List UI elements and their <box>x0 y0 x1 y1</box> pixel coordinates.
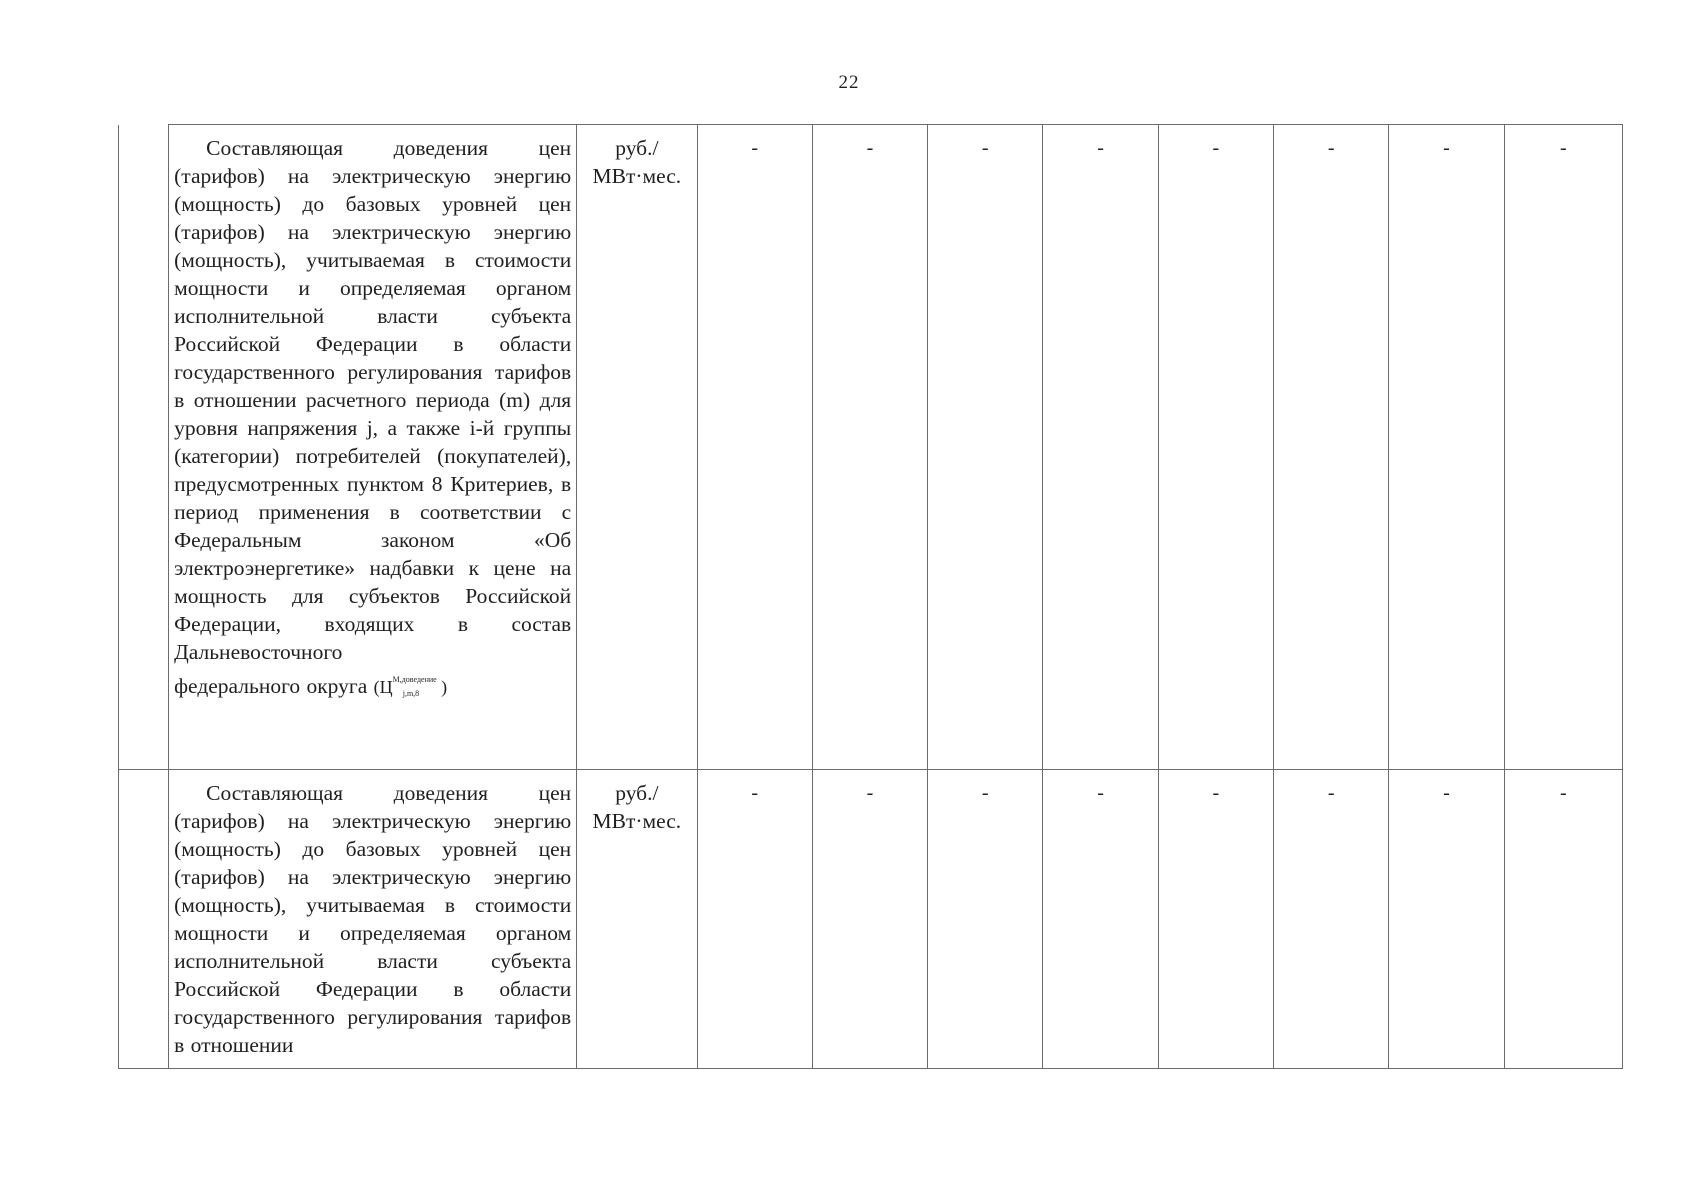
value-dash: - <box>1097 137 1104 159</box>
value-cell <box>812 125 927 770</box>
value-cell <box>1158 770 1273 1069</box>
value-cell <box>1043 770 1158 1069</box>
value-cell <box>697 125 812 770</box>
description-last-line <box>169 666 576 708</box>
value-cell <box>697 770 812 1069</box>
description-text <box>169 770 576 1059</box>
value-cell <box>1274 125 1389 770</box>
value-dash: - <box>1327 782 1335 804</box>
value-cell <box>812 770 927 1069</box>
formula-symbol <box>374 677 448 697</box>
value-dash: - <box>751 137 758 159</box>
table-row <box>119 770 1623 1069</box>
description-main: Составляющая доведения цен (тарифов) на электрическую энергию (мощность) до базовых уровней цен (тарифов) на электрическую энергию (мощность), учитываемая в стоимости мощности и определяемая органом исполнительной власти субъекта Российской Федерации в области государственного регулирования тарифов в отношении <box>174 781 572 1057</box>
value-dash: - <box>1559 137 1567 159</box>
index-cell <box>119 770 169 1069</box>
unit-cell <box>577 125 697 770</box>
formula-superscript: М,доведение <box>392 675 437 684</box>
formula-close: ) <box>441 677 448 697</box>
tariff-table <box>118 124 1623 1069</box>
unit-text: руб./ МВт·мес. <box>592 136 682 188</box>
value-dash: - <box>1212 137 1220 159</box>
index-cell <box>119 125 169 770</box>
value-dash: - <box>1212 782 1220 804</box>
page-number: 22 <box>838 72 860 93</box>
value-cell <box>1389 770 1504 1069</box>
value-cell <box>928 770 1043 1069</box>
value-cell <box>1504 770 1622 1069</box>
value-cell <box>1158 125 1273 770</box>
value-cell <box>1043 125 1158 770</box>
value-dash: - <box>1097 782 1104 804</box>
value-dash: - <box>981 137 989 159</box>
value-cell <box>1389 125 1504 770</box>
value-dash: - <box>866 782 874 804</box>
value-dash: - <box>1443 782 1450 804</box>
value-dash: - <box>1443 137 1450 159</box>
unit-text: руб./ МВт·мес. <box>592 781 682 833</box>
unit-cell <box>577 770 697 1069</box>
value-cell <box>1504 125 1622 770</box>
value-dash: - <box>1559 782 1567 804</box>
description-tail: федерального округа <box>174 674 368 698</box>
value-dash: - <box>751 782 758 804</box>
value-dash: - <box>866 137 874 159</box>
description-cell <box>169 125 577 770</box>
value-cell <box>928 125 1043 770</box>
formula-subscript: j,m,8 <box>402 689 420 698</box>
value-cell <box>1274 770 1389 1069</box>
value-dash: - <box>1327 137 1335 159</box>
description-main: Составляющая доведения цен (тарифов) на электрическую энергию (мощность) до базовых уровней цен (тарифов) на электрическую энергию (мощность), учитываемая в стоимости мощности и определяемая органом исполнительной власти субъекта Российской Федерации в области государственного регулирования тарифов в отношении расчетного периода (m) для уровня напряжения j, а также i-й группы (категории) потребителей (покупателей), предусмотренных пунктом 8 Критериев, в период применения в соответствии с Федеральным законом «Об электроэнергетике» надбавки к цене на мощность для субъектов Российской Федерации, входящих в состав Дальневосточного <box>174 136 572 664</box>
table-row <box>119 125 1623 770</box>
value-dash: - <box>981 782 989 804</box>
description-text <box>169 125 576 666</box>
formula-base: (Ц <box>373 677 393 697</box>
description-cell <box>169 770 577 1069</box>
